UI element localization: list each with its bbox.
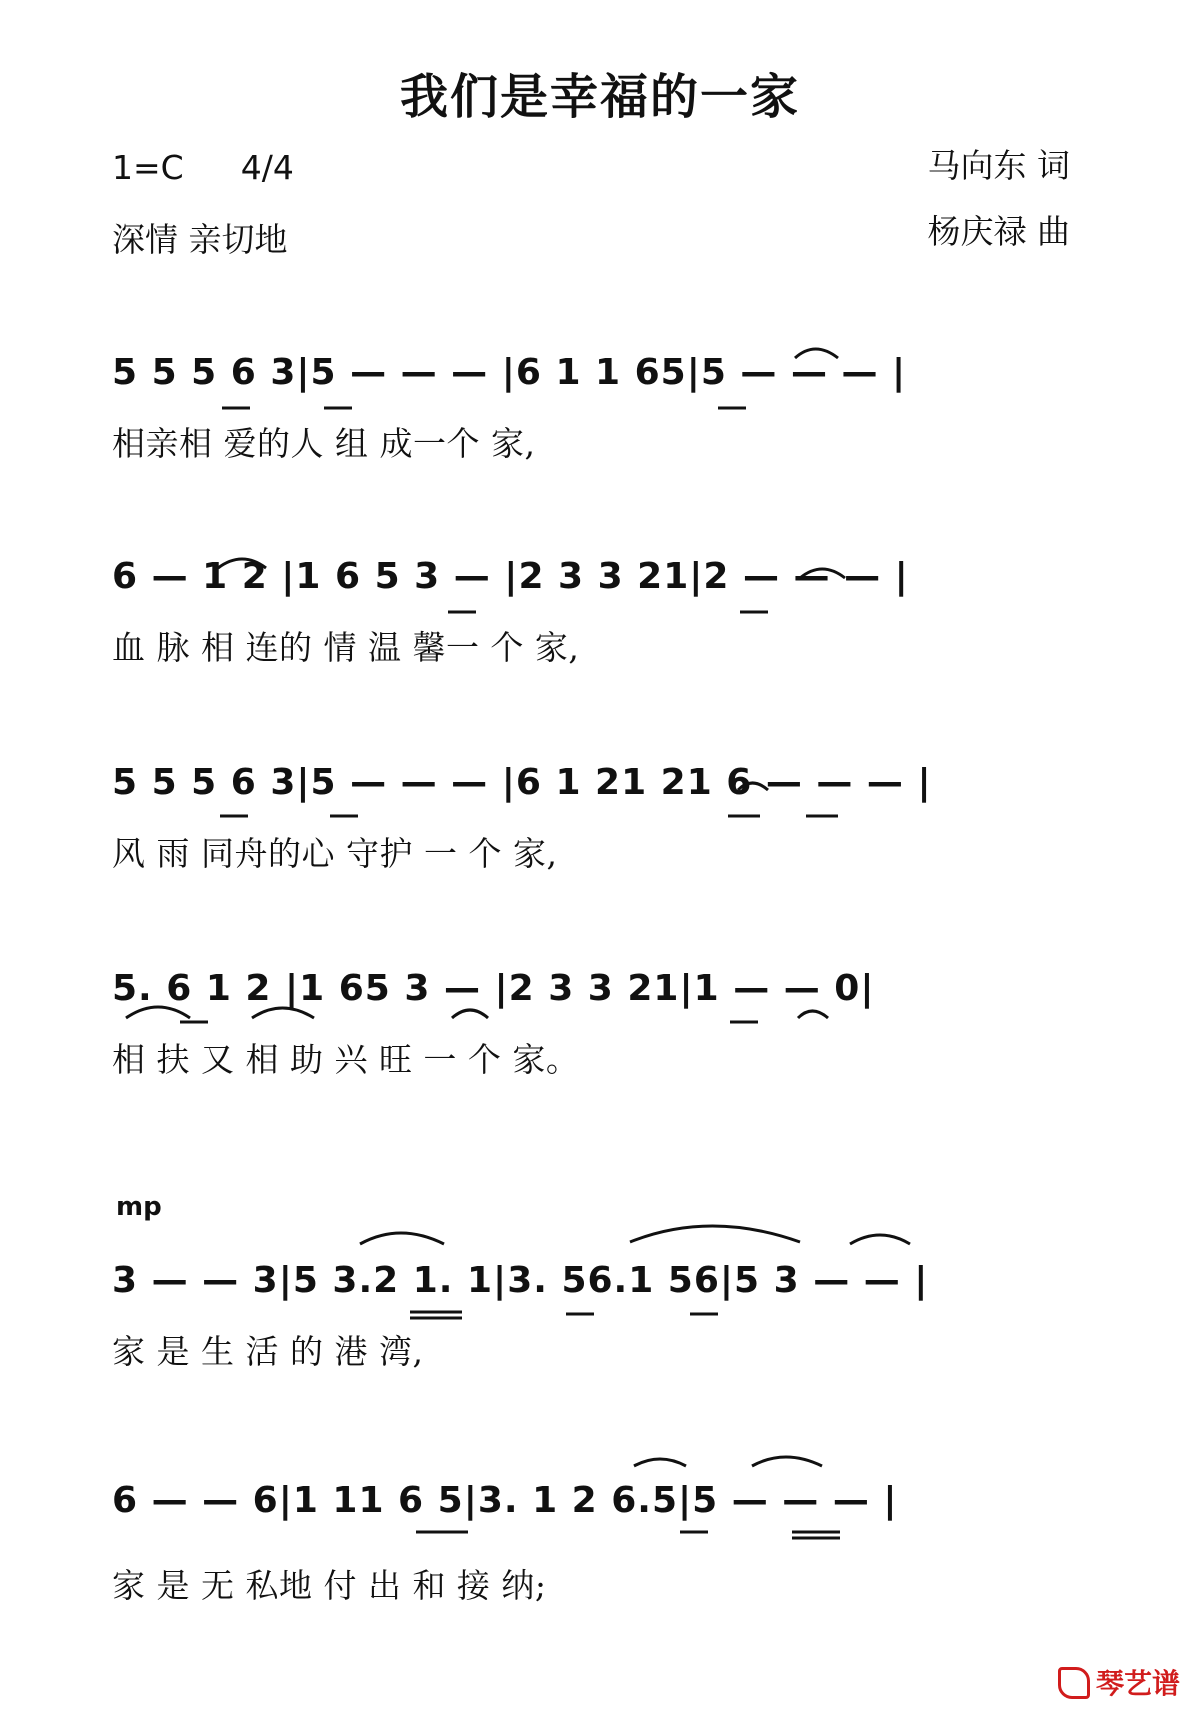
lyrics-row-4: 相 扶 又 相 助 兴 旺 一 个 家。 xyxy=(112,1040,580,1079)
lyrics-row-1: 相亲相 爱的人 组 成一个 家, xyxy=(112,424,536,463)
notation-row-3: 5 5 5 6 3|5 — — — |6 1 21 21 6 — — — | xyxy=(112,762,932,803)
key-signature: 1=C xyxy=(112,148,184,187)
song-title: 我们是幸福的一家 xyxy=(399,69,800,125)
slur xyxy=(850,1235,910,1244)
slur xyxy=(634,1459,686,1466)
slur xyxy=(252,1008,314,1018)
lyrics-row-3: 风 雨 同舟的心 守护 一 个 家, xyxy=(112,834,558,873)
lyrics-row-5: 家 是 生 活 的 港 湾, xyxy=(112,1332,424,1371)
slur xyxy=(798,1011,828,1018)
expression-mark: 深情 亲切地 xyxy=(112,220,288,259)
key-and-time xyxy=(112,148,294,187)
slur xyxy=(752,1457,822,1466)
slur xyxy=(452,1010,488,1018)
lyrics-row-2: 血 脉 相 连的 情 温 馨一 个 家, xyxy=(112,628,580,667)
watermark-logo xyxy=(1058,1662,1180,1702)
dynamic-mark: mp xyxy=(116,1192,162,1222)
watermark-text: 琴艺谱 xyxy=(1095,1667,1180,1700)
lyrics-row-6: 家 是 无 私地 付 出 和 接 纳; xyxy=(112,1566,547,1605)
composer-credit: 杨庆禄 曲 xyxy=(927,212,1070,251)
lyricist-credit: 马向东 词 xyxy=(927,146,1070,185)
logo-icon xyxy=(1058,1667,1090,1699)
time-signature: 4/4 xyxy=(240,148,294,187)
notation-row-4: 5. 6 1 2 |1 65 3 — |2 3 3 21|1 — — 0| xyxy=(112,968,875,1009)
notation-row-1: 5 5 5 6 3|5 — — — |6 1 1 65|5 — — — | xyxy=(112,352,907,393)
notation-row-6: 6 — — 6|1 11 6 5|3. 1 2 6.5|5 — — — | xyxy=(112,1480,898,1521)
slur xyxy=(630,1226,800,1242)
slur xyxy=(360,1233,444,1244)
notation-row-2: 6 — 1 2 |1 6 5 3 — |2 3 3 21|2 — — — | xyxy=(112,556,909,597)
notation-row-5: 3 — — 3|5 3.2 1. 1|3. 56.1 56|5 3 — — | xyxy=(112,1260,929,1301)
